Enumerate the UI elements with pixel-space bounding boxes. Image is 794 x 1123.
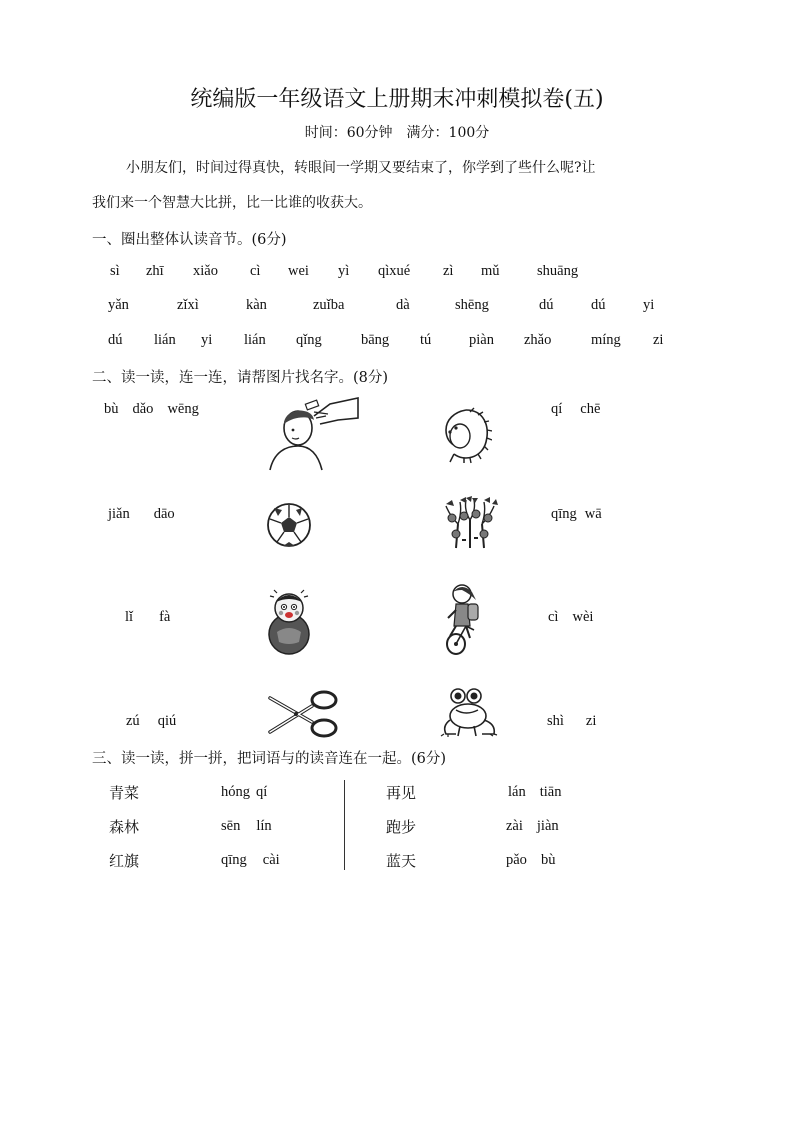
- hedgehog-picture: [440, 406, 492, 464]
- syllable: zǐxì: [177, 297, 199, 313]
- syllable: shuāng: [537, 263, 579, 279]
- section-2-heading: 二、读一读，连一连，请帮图片找名字。(8分): [92, 370, 389, 386]
- syllable: zuǐba: [313, 297, 345, 313]
- syllable: zi: [653, 332, 664, 348]
- syllable: qǐng: [296, 332, 322, 348]
- word-qingcai: 青菜: [109, 784, 140, 802]
- frog-picture: [440, 686, 498, 738]
- syllable: dú: [591, 297, 606, 313]
- syllable: zhī: [146, 263, 164, 279]
- syllable: dú: [539, 297, 554, 313]
- pinyin-zaijian: zài jiàn: [506, 818, 559, 834]
- soccer-ball-picture: [266, 502, 312, 548]
- syllable: yi: [201, 332, 213, 348]
- pinyin-paobu: pǎo bù: [506, 852, 556, 868]
- word-paobu: 跑步: [386, 818, 417, 836]
- syllable: lián: [244, 332, 266, 348]
- intro-line-1: 小朋友们，时间过得真快，转眼间一学期又要结束了，你学到了些什么呢?让: [126, 160, 596, 176]
- pinyin-label-haircut: lǐ fà: [125, 609, 171, 625]
- syllable: wei: [288, 263, 309, 279]
- word-zaijian: 再见: [386, 784, 417, 802]
- page-title: 统编版一年级语文上册期末冲刺模拟卷(五): [190, 87, 604, 112]
- section-3-heading: 三、读一读，拼一拼，把词语与的读音连在一起。(6分): [92, 751, 447, 767]
- syllable: zhǎo: [524, 332, 552, 348]
- section-3-divider: [344, 780, 345, 870]
- pinyin-label-hedgehog: cì wèi: [548, 609, 594, 625]
- word-lantian: 蓝天: [386, 852, 417, 870]
- syllable: yi: [643, 297, 655, 313]
- syllable: dú: [108, 332, 123, 348]
- syllable: piàn: [469, 332, 494, 348]
- pinyin-label-soccer: zú qiú: [126, 713, 177, 729]
- syllable: kàn: [246, 297, 267, 313]
- pinyin-senlin: sēn lín: [221, 818, 272, 834]
- syllable: yì: [338, 263, 350, 279]
- syllable: xiǎo: [193, 263, 218, 279]
- scissors-picture: [266, 690, 340, 740]
- pinyin-label-persimmon: shì zi: [547, 713, 597, 729]
- pinyin-label-tumbler: bù dǎo wēng: [104, 401, 199, 417]
- word-senlin: 森林: [109, 818, 140, 836]
- pinyin-label-scissors: jiǎn dāo: [108, 506, 175, 522]
- tumbler-doll-picture: [266, 584, 312, 656]
- syllable: tú: [420, 332, 432, 348]
- syllable: dà: [396, 297, 410, 313]
- word-hongqi: 红旗: [109, 852, 140, 870]
- pinyin-label-cycling: qí chē: [551, 401, 601, 417]
- pinyin-qingcai: qīng cài: [221, 852, 280, 868]
- syllable: bāng: [361, 332, 390, 348]
- exam-meta: 时间：60分钟 满分：100分: [304, 125, 490, 141]
- syllable: zì: [443, 263, 454, 279]
- syllable: yǎn: [108, 297, 129, 313]
- syllable: shēng: [455, 297, 489, 313]
- girl-cycling-picture: [442, 582, 484, 656]
- pinyin-lantian: lán tiān: [508, 784, 562, 800]
- haircut-picture: [268, 394, 360, 472]
- syllable: sì: [110, 263, 120, 279]
- syllable: lián: [154, 332, 176, 348]
- persimmon-tree-picture: [442, 494, 498, 550]
- syllable: cì: [250, 263, 261, 279]
- syllable: míng: [591, 332, 621, 348]
- section-1-heading: 一、圈出整体认读音节。(6分): [92, 232, 287, 248]
- pinyin-label-frog: qīng wā: [551, 506, 602, 522]
- intro-line-2: 我们来一个智慧大比拼，比一比谁的收获大。: [92, 195, 372, 211]
- syllable: qìxué: [378, 263, 411, 279]
- pinyin-hongqi: hóng qí: [221, 784, 268, 800]
- syllable: mǔ: [481, 263, 500, 279]
